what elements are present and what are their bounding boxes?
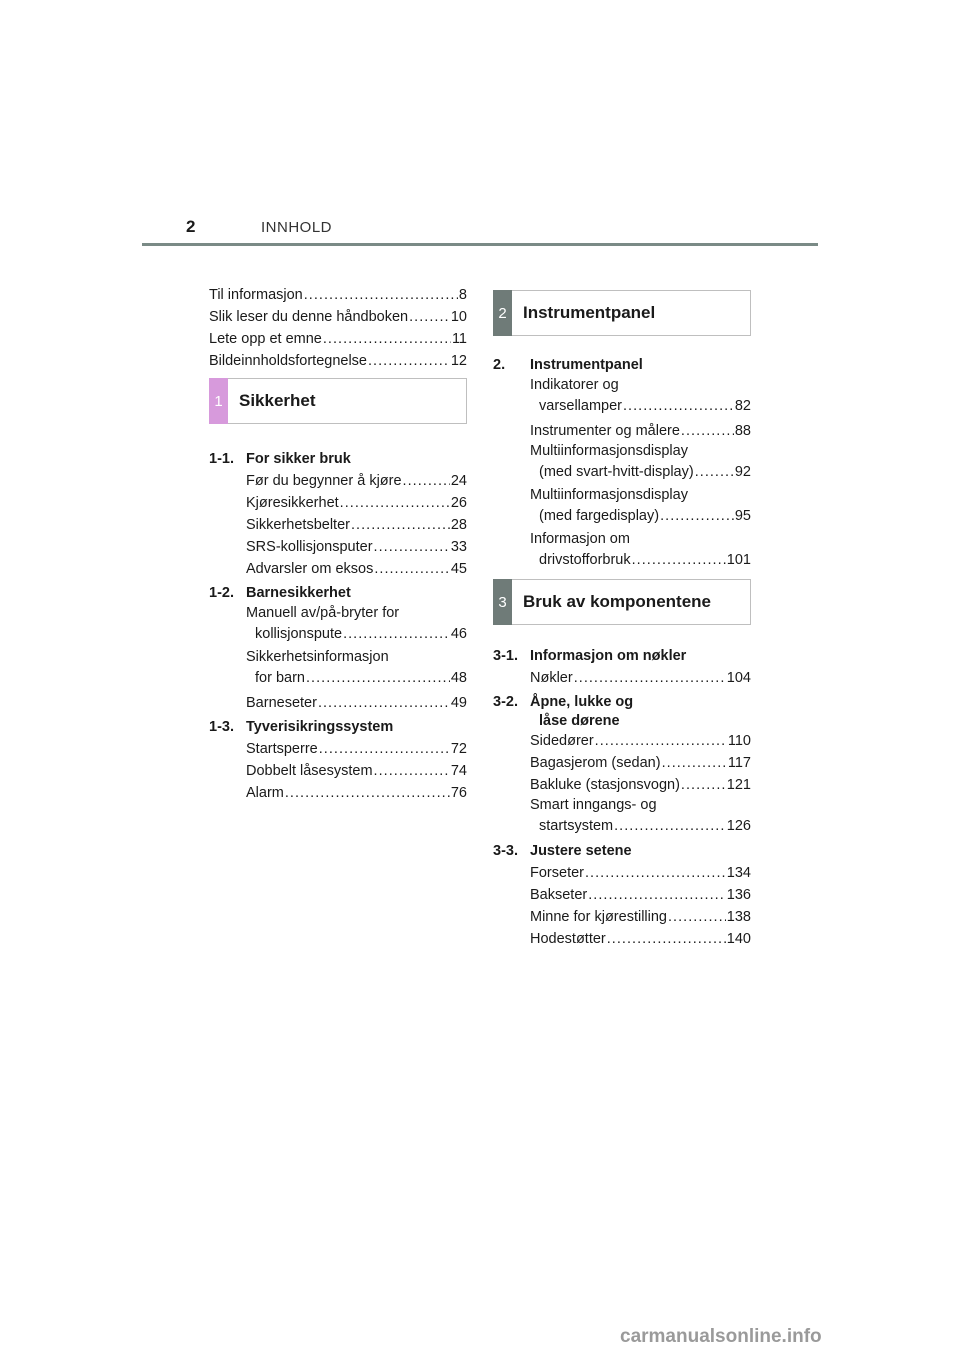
- toc-entry-title: Forseter: [530, 865, 584, 881]
- toc-entry-title: Indikatorer og: [530, 377, 619, 393]
- toc-entry[interactable]: [530, 796, 751, 837]
- section-heading[interactable]: [493, 354, 751, 376]
- toc-entry-title: Før du begynner å kjøre: [246, 473, 402, 489]
- toc-entry-page: 33: [450, 539, 467, 555]
- section-title: Tyverisikringssystem: [246, 719, 394, 735]
- toc-entry-title: Lete opp et emne: [209, 331, 322, 347]
- toc-entry[interactable]: [209, 328, 467, 350]
- watermark: carmanualsonline.info: [620, 1326, 822, 1347]
- toc-entry[interactable]: [530, 730, 751, 752]
- chapter-title: Instrumentpanel: [523, 303, 656, 322]
- toc-entry[interactable]: [209, 306, 467, 328]
- page-header: [142, 216, 818, 246]
- toc-entry-page: 110: [727, 733, 751, 749]
- toc-entry-page: 76: [450, 785, 467, 801]
- section-title: Åpne, lukke og: [530, 694, 634, 710]
- toc-entry-title: Bakluke (stasjonsvogn): [530, 777, 680, 793]
- toc-entry-page: 24: [450, 473, 467, 489]
- toc-entry[interactable]: [246, 692, 467, 714]
- toc-entry-title: Barneseter: [246, 695, 317, 711]
- chapter-tab: 2: [493, 290, 512, 336]
- section-number: 3-3.: [493, 843, 518, 859]
- toc-entry[interactable]: [530, 530, 751, 571]
- toc-entry-title: Dobbelt låsesystem: [246, 763, 373, 779]
- section-heading[interactable]: [209, 716, 467, 738]
- toc-entry[interactable]: [530, 442, 751, 483]
- toc-entry-page: 104: [726, 670, 751, 686]
- toc-entry-title: Alarm: [246, 785, 284, 801]
- toc-entry-page: 126: [726, 818, 751, 834]
- toc-right-column: [493, 290, 751, 950]
- toc-entry-title-cont: drivstofforbruk: [539, 552, 631, 568]
- toc-entry[interactable]: [530, 667, 751, 689]
- chapter-box-1[interactable]: [209, 378, 467, 424]
- toc-entry-title-cont: for barn: [255, 670, 305, 686]
- toc-entry-title: Informasjon om: [530, 531, 630, 547]
- toc-entry-title: Instrumenter og målere: [530, 423, 680, 439]
- toc-entry-page: 12: [450, 353, 467, 369]
- toc-entry-page: 101: [726, 552, 751, 568]
- toc-entry-page: 140: [726, 931, 751, 947]
- toc-entry-page: 8: [458, 287, 467, 303]
- section-heading[interactable]: [209, 448, 467, 470]
- toc-entry-title-cont: varsellamper: [539, 398, 622, 414]
- toc-entry[interactable]: [246, 492, 467, 514]
- toc-entry-title: Minne for kjørestilling: [530, 909, 667, 925]
- section-number: 3-1.: [493, 648, 518, 664]
- toc-entry-title: Multiinformasjonsdisplay: [530, 487, 688, 503]
- chapter-tab: 3: [493, 579, 512, 625]
- toc-entry[interactable]: [530, 752, 751, 774]
- toc-entry-page: 117: [727, 755, 751, 771]
- section-number: 1-3.: [209, 719, 234, 735]
- section-heading[interactable]: [493, 645, 751, 667]
- toc-entry[interactable]: [530, 862, 751, 884]
- toc-entry[interactable]: [246, 514, 467, 536]
- toc-entry-title-cont: kollisjonspute: [255, 626, 343, 642]
- toc-entry-page: 138: [726, 909, 751, 925]
- toc-entry-title: Startsperre: [246, 741, 318, 757]
- toc-entry[interactable]: [530, 376, 751, 417]
- section-number: 1-1.: [209, 451, 234, 467]
- chapter-box-2[interactable]: [493, 290, 751, 336]
- toc-entry-title-cont: (med svart-hvitt-display): [539, 464, 694, 480]
- chapter-tab: 1: [209, 378, 228, 424]
- chapter-box-3[interactable]: [493, 579, 751, 625]
- toc-entry-page: 74: [450, 763, 467, 779]
- toc-entry[interactable]: [246, 604, 467, 645]
- toc-entry-title: Smart inngangs- og: [530, 797, 657, 813]
- toc-entry-title: Sidedører: [530, 733, 594, 749]
- toc-entry[interactable]: [246, 536, 467, 558]
- toc-entry-page: 49: [450, 695, 467, 711]
- toc-entry-title: Til informasjon: [209, 287, 303, 303]
- toc-entry-page: 92: [734, 464, 751, 480]
- toc-entry-page: 95: [734, 508, 751, 524]
- header-rule: [142, 243, 818, 246]
- section-heading[interactable]: [493, 691, 751, 730]
- toc-entry[interactable]: [246, 470, 467, 492]
- toc-entry-page: 88: [734, 423, 751, 439]
- section-title: INNHOLD: [261, 219, 333, 236]
- section-title: Informasjon om nøkler: [530, 648, 687, 664]
- toc-entry[interactable]: [209, 350, 467, 372]
- toc-entry[interactable]: [246, 760, 467, 782]
- toc-entry-page: 26: [450, 495, 467, 511]
- toc-entry-title: Sikkerhetsinformasjon: [246, 649, 389, 665]
- toc-entry[interactable]: [530, 928, 751, 950]
- toc-entry-title: Kjøresikkerhet: [246, 495, 339, 511]
- chapter-title: Sikkerhet: [239, 391, 316, 410]
- toc-entry-title: Multiinformasjonsdisplay: [530, 443, 688, 459]
- section-title: Justere setene: [530, 843, 632, 859]
- toc-entry-title: Slik leser du denne håndboken: [209, 309, 409, 325]
- toc-entry-page: 72: [450, 741, 467, 757]
- toc-entry-title: Nøkler: [530, 670, 573, 686]
- toc-entry-title: Advarsler om eksos: [246, 561, 374, 577]
- toc-entry[interactable]: [246, 558, 467, 580]
- toc-entry-title: Bildeinnholdsfortegnelse: [209, 353, 367, 369]
- toc-entry[interactable]: [530, 486, 751, 527]
- toc-entry[interactable]: [530, 906, 751, 928]
- toc-entry-page: 11: [451, 331, 467, 347]
- section-title-cont: låse dørene: [539, 713, 620, 729]
- toc-entry-title: Sikkerhetsbelter: [246, 517, 350, 533]
- toc-entry-title: SRS-kollisjonsputer: [246, 539, 373, 555]
- section-number: 2.: [493, 357, 506, 373]
- chapter-title: Bruk av komponentene: [523, 592, 711, 611]
- toc-entry[interactable]: [209, 284, 467, 306]
- toc-entry[interactable]: [246, 648, 467, 689]
- toc-entry[interactable]: [530, 774, 751, 796]
- toc-entry-title: Bagasjerom (sedan): [530, 755, 661, 771]
- toc-entry[interactable]: [246, 738, 467, 760]
- section-title: Instrumentpanel: [530, 357, 643, 373]
- toc-entry-page: 82: [734, 398, 751, 414]
- toc-entry-page: 136: [726, 887, 751, 903]
- toc-entry-page: 45: [450, 561, 467, 577]
- toc-entry-page: 46: [450, 626, 467, 642]
- toc-entry[interactable]: [530, 420, 751, 442]
- toc-entry-title: Hodestøtter: [530, 931, 606, 947]
- toc-left-column: [209, 284, 467, 804]
- section-number: 3-2.: [493, 694, 518, 710]
- toc-entry-page: 134: [726, 865, 751, 881]
- toc-entry-page: 48: [450, 670, 467, 686]
- section-number: 1-2.: [209, 585, 234, 601]
- toc-entry-page: 28: [450, 517, 467, 533]
- page-number: 2: [186, 217, 196, 236]
- section-heading[interactable]: [209, 582, 467, 604]
- section-heading[interactable]: [493, 840, 751, 862]
- toc-entry[interactable]: [246, 782, 467, 804]
- toc-entry[interactable]: [530, 884, 751, 906]
- toc-entry-title-cont: (med fargedisplay): [539, 508, 660, 524]
- section-title: Barnesikkerhet: [246, 585, 351, 601]
- toc-entry-title: Manuell av/på-bryter for: [246, 605, 400, 621]
- toc-entry-title-cont: startsystem: [539, 818, 614, 834]
- toc-entry-page: 121: [726, 777, 751, 793]
- section-title: For sikker bruk: [246, 451, 351, 467]
- toc-entry-page: 10: [450, 309, 467, 325]
- toc-entry-title: Bakseter: [530, 887, 588, 903]
